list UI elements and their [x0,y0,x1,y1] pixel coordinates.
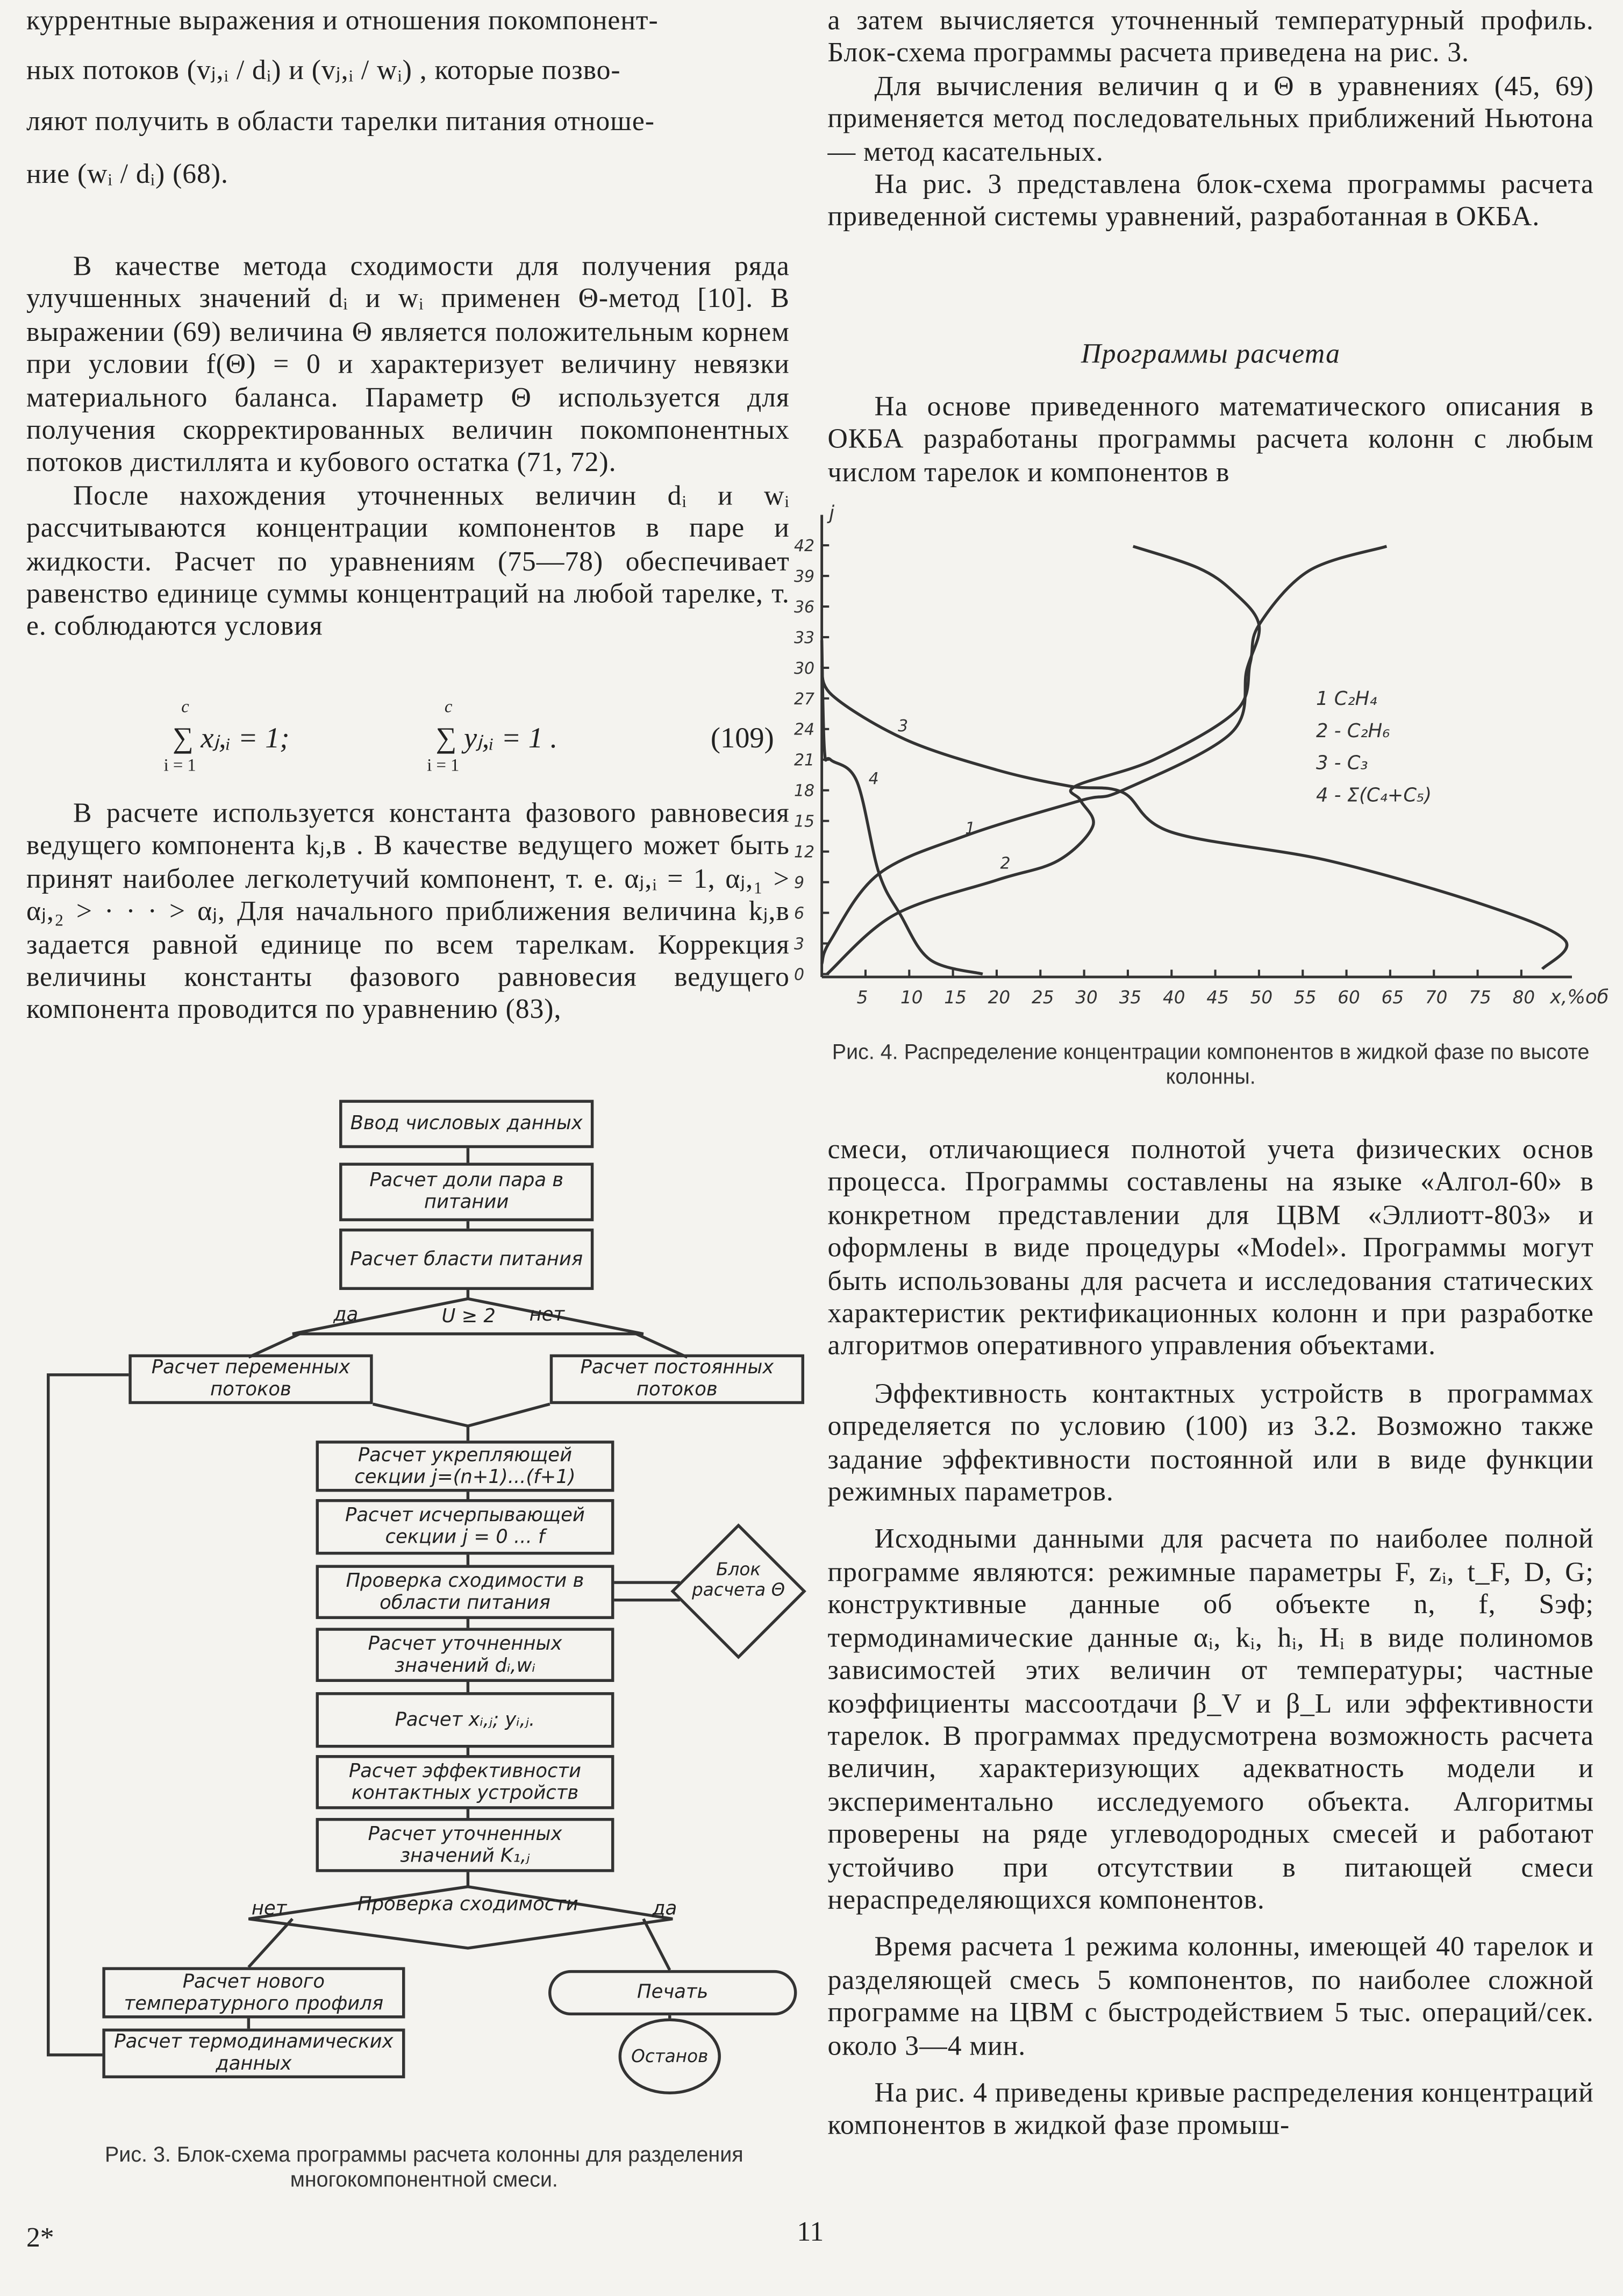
x-tick-label: 10 [900,987,923,1008]
figure3-caption: Рис. 3. Блок-схема программы расчета колонны для разделения многокомпонентной смеси. [104,2144,743,2193]
paragraph: Эффективность контактных устройств в программах определяется по условию (100) из 3.2. Возможно также задание эффективности постоянной или в виде функции режимных параметров. [827,1379,1594,1508]
left-top-text [26,6,790,192]
paragraph: В расчете используется константа фазового равновесия ведущего компонента kⱼ,в . В качестве ведущего может быть принят наиболее легколетучий компонент, т. е. αⱼ,ᵢ = 1, αⱼ,₁ > αⱼ,₂ > · · · > αⱼ, Для начального приближения величина kⱼ,в задается равной единице по всем тарелкам. Коррекция величины константы фазового равновесия ведущего компонента проводится по уравнению (83), [26,798,790,1026]
flow-theta-block: Блок расчета Θ [692,1559,785,1600]
left-paragraph-k [26,798,790,1028]
flow-feed-region: Расчет бласти питания [339,1229,594,1290]
flow-stripping: Расчет исчерпывающей секции j = 0 ... f [316,1499,614,1555]
paragraph: После нахождения уточненных величин dᵢ и wᵢ рассчитываются концентрации компонентов в паре и жидкости. Расчет по уравнениям (75—78) обеспечивает равенство единице суммы концентраций на любой тарелке, т. е. соблюдаются условия [26,481,790,643]
x-axis-label: x,%об [1550,986,1609,1008]
equation-right: ∑ yⱼ,ᵢ = 1 . [435,722,558,755]
y-tick-label: 36 [793,597,815,617]
legend-entry-3: 3 - C₃ [1316,752,1368,774]
paragraph: В качестве метода сходимости для получения ряда улучшенных значений dᵢ и wᵢ применен Θ-метод [10]. В выражении (69) величина Θ является положительным корнем при условии f(Θ) = 0 и характеризует величину невязки материального баланса. Параметр Θ используется для получения скорректированных величин покомпонентных потоков дистиллята и кубового остатка (71, 72). [26,251,790,479]
y-tick-label: 9 [793,873,804,893]
flow-temperature-profile: Расчет нового температурного профиля [102,1967,405,2018]
text-line: ние (wᵢ / dᵢ) (68). [26,160,228,191]
flow-variable-flows: Расчет переменных потоков [128,1354,373,1404]
equation [163,696,290,775]
x-tick-label: 65 [1381,987,1404,1008]
flow-yes-label: да [333,1304,359,1327]
x-tick-label: 25 [1031,987,1054,1008]
flow-no-label-2: нет [251,1898,287,1921]
y-tick-label: 30 [793,659,815,678]
flow-refined-values: Расчет уточненных значений dᵢ,wᵢ [316,1628,614,1682]
x-tick-label: 50 [1250,987,1273,1008]
y-tick-label: 42 [793,537,815,556]
concentration-chart [790,497,1623,1024]
flow-efficiency: Расчет эффективности контактных устройств [316,1755,614,1809]
x-tick-label: 80 [1512,987,1535,1008]
y-tick-label: 21 [793,751,815,770]
curve-label-1: 1 [965,819,976,838]
text-line: ных потоков (vⱼ,ᵢ / dᵢ) и (vⱼ,ᵢ / wᵢ) , которые позво- [26,56,621,87]
text-line: куррентные выражения и отношения покомпонент- [26,5,659,37]
series-curve-3 [822,666,1567,969]
flow-input-data: Ввод числовых данных [339,1100,594,1148]
flow-k-values: Расчет уточненных значений K₁,ⱼ [316,1818,614,1872]
x-tick-label: 5 [856,987,868,1008]
flow-yes-label-2: да [652,1898,677,1921]
flow-no-label: нет [529,1304,565,1327]
page-number: 11 [797,2217,824,2248]
equation-number: (109) [710,722,774,755]
x-tick-label: 40 [1162,987,1185,1008]
y-tick-label: 39 [793,567,815,586]
right-bottom-text [828,1135,1594,2144]
curve-label-2: 2 [1000,854,1011,873]
left-paragraphs [26,252,790,645]
y-axis-label: j [829,502,835,524]
section-heading: Программы расчета [1081,339,1341,370]
y-tick-label: 24 [793,720,815,739]
x-tick-label: 15 [944,987,967,1008]
series-curve-2 [827,546,1386,974]
x-tick-label: 20 [988,987,1011,1008]
x-tick-label: 35 [1119,987,1142,1008]
paragraph: смеси, отличающиеся полнотой учета физических основ процесса. Программы составлены на языке «Алгол-60» в конкретном представлении для ЦВМ «Эллиотт-803» и оформлены в виде процедуры «Model». Программы могут быть использованы для расчета и исследования статических характеристик ректификационных колонн и при разработке алгоритмов оперативного управления объектами. [827,1135,1594,1363]
flow-thermo-data: Расчет термодинамических данных [102,2029,405,2078]
flow-convergence: Проверка сходимости [357,1894,578,1916]
legend-entry-4: 4 - Σ(C₄+C₅) [1316,784,1432,807]
paragraph: На основе приведенного математического описания в ОКБА разработаны программы расчета колонн с любым числом тарелок и компонентов в [827,391,1594,488]
flow-stop: Останов [619,2019,721,2094]
x-tick-label: 45 [1206,987,1229,1008]
x-tick-label: 55 [1293,987,1317,1008]
text-line: ляют получить в области тарелки питания отноше- [26,106,655,138]
paragraph: На рис. 3 представлена блок-схема программы расчета приведенной системы уравнений, разработанная в ОКБА. [827,169,1594,233]
legend-entry-2: 2 - C₂H₆ [1316,719,1390,742]
sum-upper: c [444,696,453,717]
y-tick-label: 0 [793,965,804,985]
right-paragraph-4 [828,392,1594,490]
x-tick-label: 70 [1425,987,1448,1008]
sum-lower: i = 1 [163,754,196,775]
paragraph: На рис. 4 приведены кривые распределения концентраций компонентов в жидкой фазе промыш- [827,2078,1594,2142]
y-tick-label: 12 [793,843,815,862]
curve-label-4: 4 [868,769,879,788]
right-top-text [828,6,1594,236]
x-tick-label: 30 [1075,987,1098,1008]
flow-constant-flows: Расчет постоянных потоков [550,1354,804,1404]
signature-mark: 2* [26,2223,54,2254]
y-tick-label: 18 [793,781,815,801]
equation-2 [427,696,558,775]
legend-entry-1: 1 C₂H₄ [1316,688,1377,710]
equation-left: ∑ xⱼ,ᵢ = 1; [172,722,290,755]
x-tick-label: 60 [1338,987,1360,1008]
sum-upper: c [181,696,189,717]
flow-vapor-fraction: Расчет доли пара в питании [339,1163,594,1221]
paragraph: а затем вычисляется уточненный температурный профиль. Блок-схема программы расчета приведена на рис. 3. [827,5,1594,69]
paragraph: Время расчета 1 режима колонны, имеющей 40 тарелок и разделяющей смесь 5 компонентов, по наиболее сложной программе на ЦВМ с быстродействием 5 тыс. операций/сек. около 3—4 мин. [827,1933,1594,2062]
paragraph: Исходными данными для расчета по наиболее полной программе являются: режимные параметры F, zᵢ, t_F, D, G; конструктивные данные об объекте n, f, Sэф; термодинамические данные αᵢ, kᵢ, hᵢ, Hᵢ в виде полиномов зависимостей этих величин от температуры; частные коэффициенты массоотдачи β_V и β_L или эффективности тарелок. В программах предусмотрена возможность расчета величин, характеризующих адекватность модели и экспериментально исследуемого объекта. Алгоритмы проверены на ряде углеводородных смесей и работают устойчиво при отсутствии в питающей смеси нераспределяющихся компонентов. [827,1524,1594,1916]
y-tick-label: 27 [793,689,815,709]
flow-print: Печать [548,1970,797,2015]
y-tick-label: 33 [793,628,815,647]
series-curve-1 [822,546,1260,964]
flow-rectifying: Расчет укрепляющей секции j=(n+1)...(f+1) [316,1441,614,1492]
flow-xy: Расчет xᵢ,ⱼ; yᵢ,ⱼ. [316,1692,614,1748]
flow-condition: U ≥ 2 [441,1306,496,1328]
y-tick-label: 3 [793,935,804,954]
series-curve-4 [822,640,983,974]
flow-check-feed: Проверка сходимости в области питания [316,1565,614,1619]
figure4-caption: Рис. 4. Распределение концентрации компонентов в жидкой фазе по высоте колонны. [832,1041,1590,1090]
curve-label-3: 3 [898,717,909,736]
x-tick-label: 75 [1469,987,1491,1008]
sum-lower: i = 1 [427,754,460,775]
y-tick-label: 15 [793,812,815,831]
paragraph: Для вычисления величин q и Θ в уравнениях (45, 69) применяется метод последовательных приближений Ньютона — метод касательных. [827,71,1594,168]
y-tick-label: 6 [793,904,804,923]
